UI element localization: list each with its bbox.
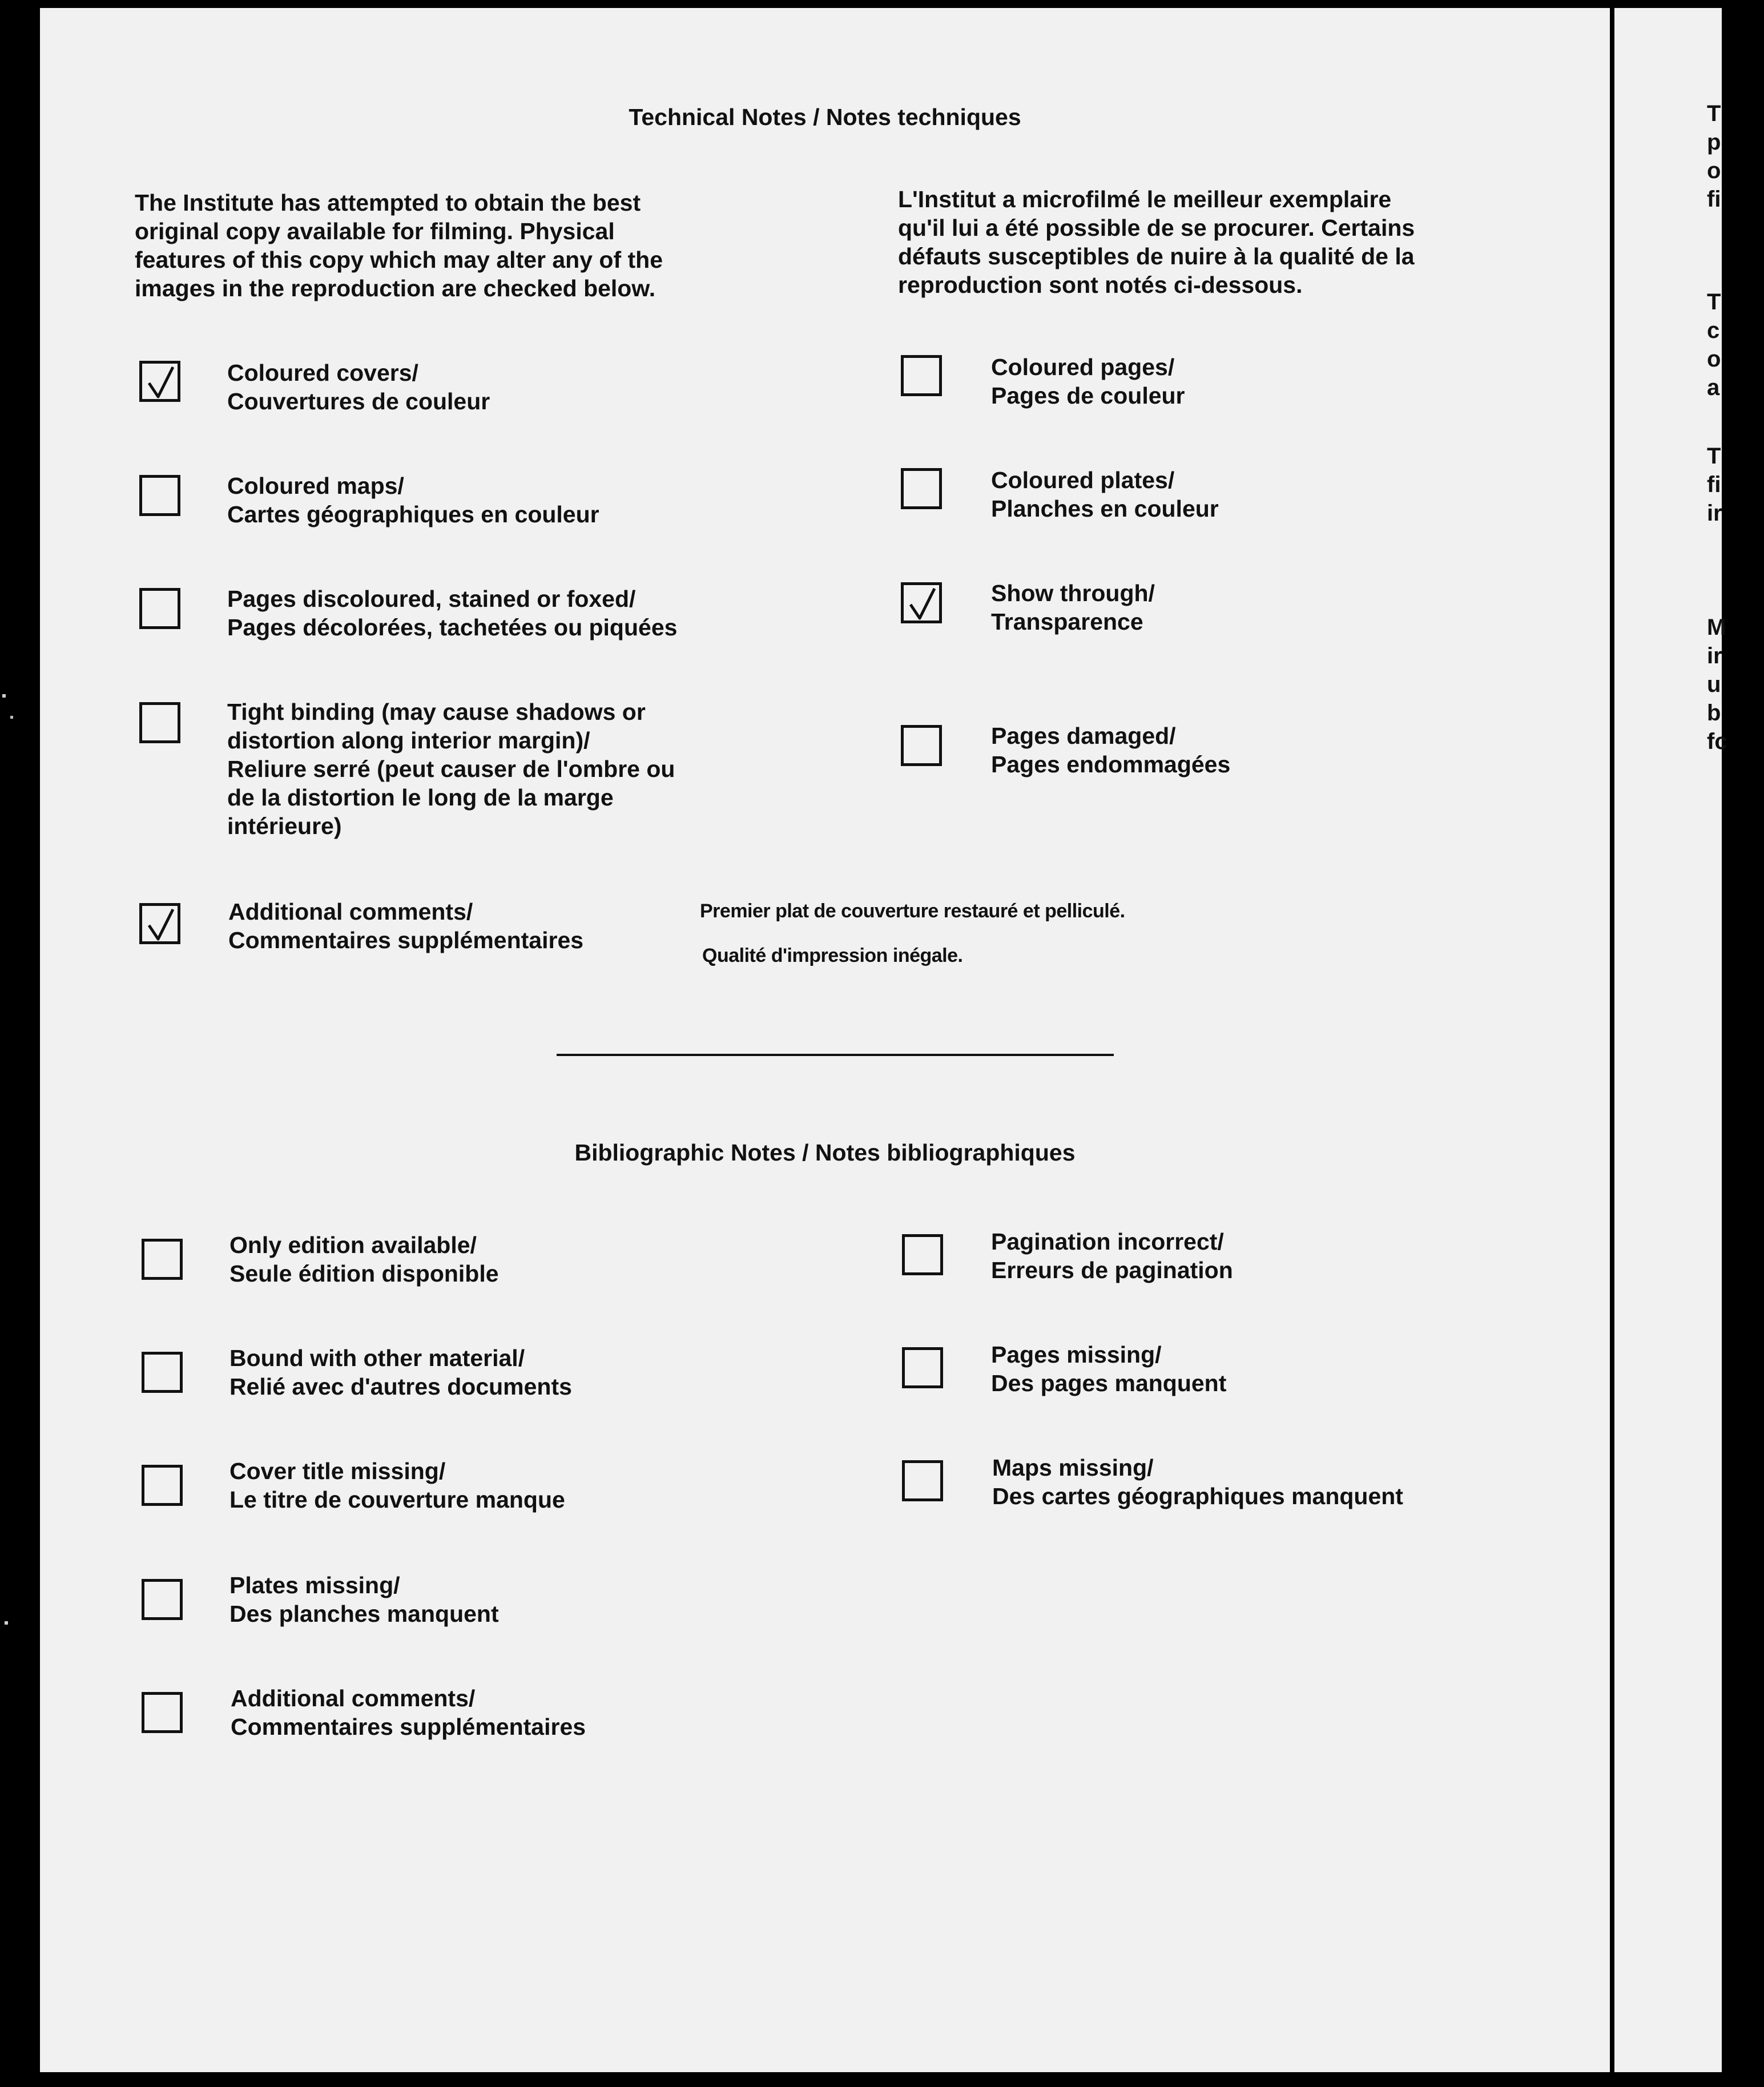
next-page-edge	[1614, 8, 1727, 2072]
label-line: Relié avec d'autres documents	[229, 1373, 572, 1400]
pages-missing-label	[991, 1340, 1226, 1397]
show-through-label	[991, 579, 1155, 636]
coloured-maps-checkbox[interactable]	[139, 475, 180, 516]
intro-line: défauts susceptibles de nuire à la qualité de la	[898, 243, 1415, 269]
label-line: Des pages manquent	[991, 1370, 1227, 1396]
next-page-fragment: u	[1707, 672, 1721, 697]
label-line: distortion along interior margin)/	[227, 727, 590, 754]
intro-line: images in the reproduction are checked below.	[135, 275, 656, 301]
next-page-fragment: M	[1707, 615, 1726, 640]
technical-notes-title: Technical Notes / Notes techniques	[629, 104, 1021, 130]
label-line: Commentaires supplémentaires	[228, 927, 584, 953]
next-page-fragment: a	[1707, 375, 1720, 400]
label-line: Coloured maps/	[227, 473, 404, 499]
coloured-covers-checkbox[interactable]	[139, 361, 180, 402]
next-page-fragment: b	[1707, 700, 1721, 726]
check-mark-icon	[908, 587, 937, 622]
show-through-checkbox[interactable]	[901, 582, 942, 623]
label-line: Des planches manquent	[229, 1601, 499, 1627]
additional-comments-technical-label	[228, 897, 583, 954]
plates-missing-label	[229, 1571, 499, 1628]
label-line: Coloured plates/	[991, 467, 1175, 493]
label-line: Le titre de couverture manque	[229, 1486, 565, 1513]
label-line: Reliure serré (peut causer de l'ombre ou	[227, 756, 675, 782]
pagination-incorrect-label	[991, 1227, 1233, 1284]
coloured-pages-checkbox[interactable]	[901, 355, 942, 396]
label-line: Coloured pages/	[991, 354, 1175, 380]
next-page-fragment: T	[1707, 289, 1721, 315]
label-line: Cover title missing/	[229, 1458, 446, 1484]
additional-comments-technical-checkbox[interactable]	[139, 903, 180, 944]
next-page-fragment: ir	[1707, 501, 1722, 526]
label-line: Pages missing/	[991, 1341, 1162, 1368]
only-edition-label	[229, 1231, 499, 1288]
label-line: Seule édition disponible	[229, 1260, 499, 1287]
intro-line: features of this copy which may alter any of the	[135, 247, 663, 273]
microfilm-target-page	[40, 8, 1610, 2072]
film-speck	[2, 694, 6, 698]
pages-missing-checkbox[interactable]	[902, 1347, 943, 1388]
pages-discoloured-checkbox[interactable]	[139, 588, 180, 629]
label-line: Bound with other material/	[229, 1345, 525, 1371]
pages-discoloured-label	[227, 585, 677, 642]
label-line: Erreurs de pagination	[991, 1257, 1233, 1283]
bibliographic-notes-title: Bibliographic Notes / Notes bibliographiques	[574, 1139, 1076, 1166]
technical-intro-english	[135, 188, 663, 303]
cover-title-missing-checkbox[interactable]	[142, 1465, 183, 1506]
intro-line: qu'il lui a été possible de se procurer. Certains	[898, 215, 1415, 241]
tight-binding-label	[227, 698, 675, 840]
pages-damaged-checkbox[interactable]	[901, 725, 942, 766]
intro-line: L'Institut a microfilmé le meilleur exemplaire	[898, 186, 1392, 212]
label-line: Plates missing/	[229, 1572, 400, 1598]
next-page-fragment: T	[1707, 101, 1721, 126]
only-edition-checkbox[interactable]	[142, 1239, 183, 1280]
check-mark-icon	[147, 366, 175, 400]
label-line: Additional comments/	[228, 899, 473, 925]
plates-missing-checkbox[interactable]	[142, 1579, 183, 1620]
label-line: Planches en couleur	[991, 495, 1219, 522]
next-page-fragment: fi	[1707, 472, 1721, 497]
label-line: Show through/	[991, 580, 1155, 606]
intro-line: The Institute has attempted to obtain the best	[135, 190, 641, 216]
label-line: Pagination incorrect/	[991, 1228, 1224, 1255]
next-page-fragment: o	[1707, 347, 1721, 372]
label-line: Tight binding (may cause shadows or	[227, 699, 646, 725]
coloured-plates-label	[991, 466, 1219, 523]
label-line: Des cartes géographiques manquent	[992, 1483, 1403, 1509]
next-page-fragment: fc	[1707, 729, 1727, 754]
intro-line: original copy available for filming. Physical	[135, 218, 615, 244]
coloured-pages-label	[991, 353, 1185, 410]
comment-line-print-quality: Qualité d'impression inégale.	[702, 945, 963, 966]
coloured-plates-checkbox[interactable]	[901, 468, 942, 509]
next-page-fragment: p	[1707, 130, 1721, 155]
check-mark-icon	[147, 908, 175, 942]
intro-line: reproduction sont notés ci-dessous.	[898, 272, 1303, 298]
next-page-fragment: o	[1707, 158, 1721, 183]
label-line: Only edition available/	[229, 1232, 477, 1258]
maps-missing-label	[992, 1453, 1403, 1510]
label-line: Pages endommagées	[991, 751, 1231, 777]
bound-with-checkbox[interactable]	[142, 1352, 183, 1393]
label-line: Maps missing/	[992, 1455, 1154, 1481]
cover-title-missing-label	[229, 1457, 565, 1514]
label-line: Pages damaged/	[991, 723, 1176, 749]
label-line: intérieure)	[227, 813, 342, 839]
film-speck	[5, 1621, 8, 1625]
label-line: Pages discoloured, stained or foxed/	[227, 586, 636, 612]
section-divider	[557, 1054, 1114, 1056]
label-line: Coloured covers/	[227, 360, 418, 386]
label-line: Pages de couleur	[991, 382, 1185, 409]
maps-missing-checkbox[interactable]	[902, 1460, 943, 1501]
comment-line-restored-cover: Premier plat de couverture restauré et pelliculé.	[700, 900, 1125, 922]
label-line: de la distortion le long de la marge	[227, 784, 614, 811]
next-page-fragment: c	[1707, 318, 1720, 343]
label-line: Commentaires supplémentaires	[231, 1714, 586, 1740]
technical-intro-french	[898, 185, 1415, 299]
tight-binding-checkbox[interactable]	[139, 702, 180, 743]
next-page-fragment: ir	[1707, 643, 1722, 668]
label-line: Pages décolorées, tachetées ou piquées	[227, 614, 678, 640]
additional-comments-bibliographic-label	[231, 1684, 586, 1741]
label-line: Cartes géographiques en couleur	[227, 501, 599, 527]
next-page-fragment: T	[1707, 444, 1721, 469]
label-line: Couvertures de couleur	[227, 388, 490, 414]
bound-with-label	[229, 1344, 572, 1401]
pages-damaged-label	[991, 722, 1230, 779]
label-line: Transparence	[991, 609, 1143, 635]
next-page-fragment: fi	[1707, 187, 1721, 212]
coloured-maps-label	[227, 472, 599, 529]
film-speck	[10, 716, 13, 719]
label-line: Additional comments/	[231, 1685, 476, 1711]
pagination-incorrect-checkbox[interactable]	[902, 1234, 943, 1275]
additional-comments-bibliographic-checkbox[interactable]	[142, 1692, 183, 1733]
coloured-covers-label	[227, 358, 490, 416]
